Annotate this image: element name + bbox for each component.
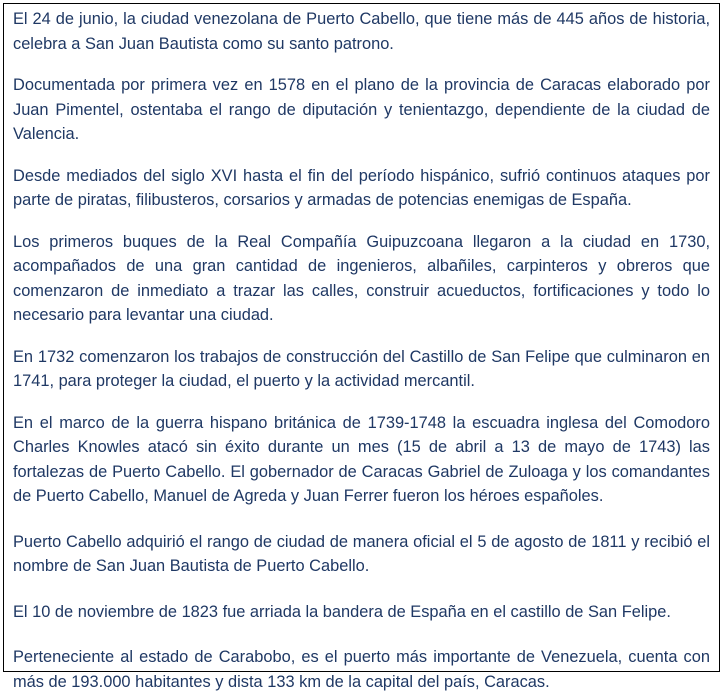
paragraph-9: Perteneciente al estado de Carabobo, es el puerto más importante de Venezuela, cuenta con más de 193.000 habitantes y dista 133 km de la capital del país, Caracas. (13, 648, 710, 691)
paragraph-2: Documentada por primera vez en 1578 en el plano de la provincia de Caracas elaborado por Juan Pimentel, ostentaba el rango de diputación y tenientazgo, dependiente de la ciudad de Valencia. (13, 76, 710, 143)
text-box (3, 3, 720, 691)
paragraph-6: En el marco de la guerra hispano británica de 1739-1748 la escuadra inglesa del Comodoro Charles Knowles atacó sin éxito durante un mes (15 de abril a 13 de mayo de 1743) las fortalezas de Puerto Cabello. El gobernador de Caracas Gabriel de Zuloaga y los comandantes de Puerto Cabello, Manuel de Agreda y Juan Ferrer fueron los héroes españoles. (13, 413, 710, 505)
paragraph-5: En 1732 comenzaron los trabajos de construcción del Castillo de San Felipe que culminaron en 1741, para proteger la ciudad, el puerto y la actividad mercantil. (13, 347, 710, 390)
paragraph-1: El 24 de junio, la ciudad venezolana de Puerto Cabello, que tiene más de 445 años de historia, celebra a San Juan Bautista como su santo patrono. (13, 10, 710, 53)
paragraph-4: Los primeros buques de la Real Compañía Guipuzcoana llegaron a la ciudad en 1730, acompañados de una gran cantidad de ingenieros, albañiles, carpinteros y obreros que comenzaron de inmediato a trazar las calles, construir acueductos, fortificaciones y todo lo necesario para levantar una ciudad. (13, 232, 710, 324)
paragraph-8: El 10 de noviembre de 1823 fue arriada la bandera de España en el castillo de San Felipe. (13, 602, 671, 621)
paragraph-7: Puerto Cabello adquirió el rango de ciudad de manera oficial el 5 de agosto de 1811 y recibió el nombre de San Juan Bautista de Puerto Cabello. (13, 532, 710, 575)
paragraph-3: Desde mediados del siglo XVI hasta el fin del período hispánico, sufrió continuos ataques por parte de piratas, filibusteros, corsarios y armadas de potencias enemigas de España. (13, 166, 710, 209)
